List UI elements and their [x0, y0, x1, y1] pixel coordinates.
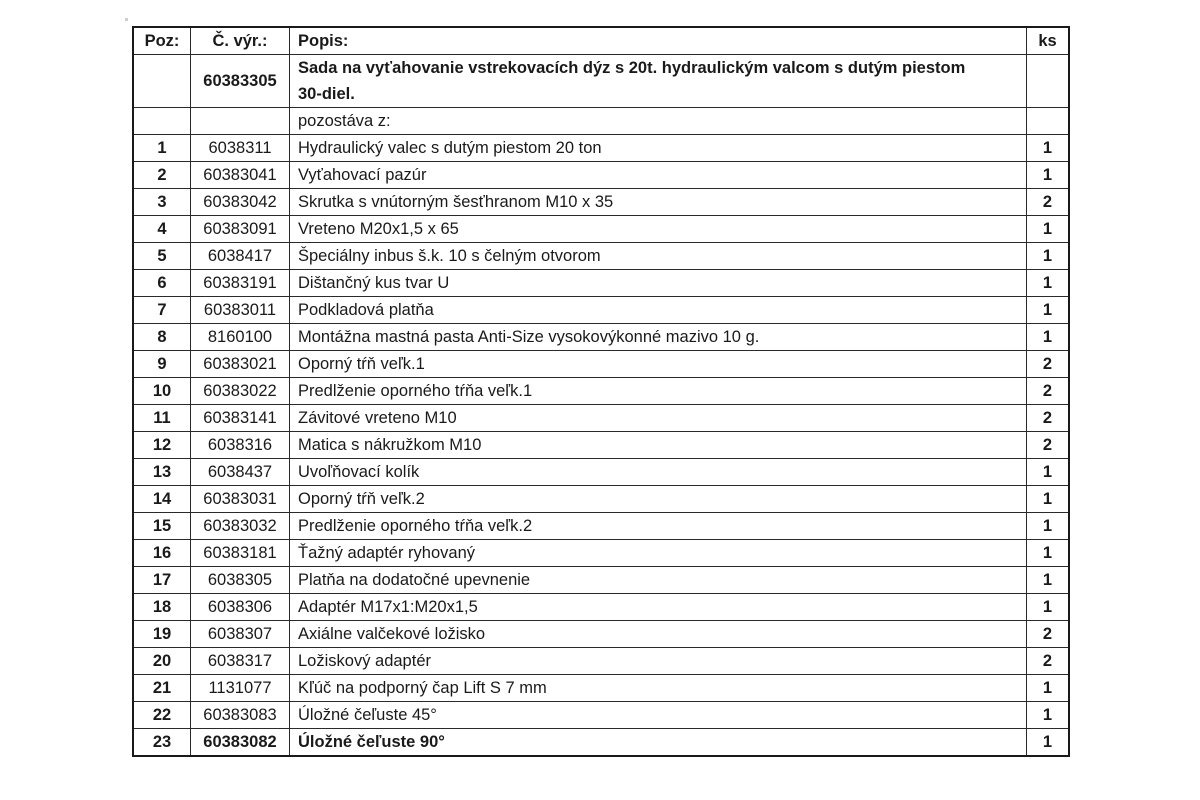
- row-code: 6038437: [191, 459, 290, 486]
- row-quantity: 1: [1027, 162, 1070, 189]
- row-code: 6038417: [191, 243, 290, 270]
- table-row: [133, 648, 1069, 675]
- row-quantity: 1: [1027, 702, 1070, 729]
- table-row: [133, 513, 1069, 540]
- row-code: 60383091: [191, 216, 290, 243]
- row-quantity: 1: [1027, 243, 1070, 270]
- row-poz: 10: [133, 378, 191, 405]
- row-quantity: 1: [1027, 135, 1070, 162]
- row-description: Matica s nákružkom M10: [290, 432, 1027, 459]
- row-quantity: 2: [1027, 432, 1070, 459]
- row-code: 60383083: [191, 702, 290, 729]
- row-description: Predlženie oporného tŕňa veľk.2: [290, 513, 1027, 540]
- table-body: [133, 55, 1069, 757]
- row-description: Ložiskový adaptér: [290, 648, 1027, 675]
- row-description: Platňa na dodatočné upevnenie: [290, 567, 1027, 594]
- row-code: 6038316: [191, 432, 290, 459]
- header-desc: Popis:: [290, 27, 1027, 55]
- row-code: 60383042: [191, 189, 290, 216]
- header-cv: Č. výr.:: [191, 27, 290, 55]
- row-quantity: 1: [1027, 513, 1070, 540]
- row-poz: 12: [133, 432, 191, 459]
- table-row: [133, 729, 1069, 757]
- row-poz: 15: [133, 513, 191, 540]
- row-poz: 1: [133, 135, 191, 162]
- table-row: [133, 135, 1069, 162]
- row-description: Adaptér M17x1:M20x1,5: [290, 594, 1027, 621]
- row-quantity: 2: [1027, 378, 1070, 405]
- row-poz: 20: [133, 648, 191, 675]
- row-description: Montážna mastná pasta Anti-Size vysokovýkonné mazivo 10 g.: [290, 324, 1027, 351]
- consists-of-row: [133, 108, 1069, 135]
- row-description: Úložné čeľuste 45°: [290, 702, 1027, 729]
- table-row: [133, 486, 1069, 513]
- row-poz: 9: [133, 351, 191, 378]
- row-code: 60383021: [191, 351, 290, 378]
- table-row: [133, 594, 1069, 621]
- kit-ks: [1027, 55, 1070, 108]
- row-poz: 17: [133, 567, 191, 594]
- kit-description: Sada na vyťahovanie vstrekovacích dýz s 20t. hydraulickým valcom s dutým piestom 30-diel.: [290, 55, 1027, 108]
- row-code: 6038311: [191, 135, 290, 162]
- table-row: [133, 297, 1069, 324]
- row-poz: 23: [133, 729, 191, 757]
- table-row: [133, 162, 1069, 189]
- row-poz: 16: [133, 540, 191, 567]
- table-row: [133, 243, 1069, 270]
- row-code: 6038307: [191, 621, 290, 648]
- row-poz: 11: [133, 405, 191, 432]
- table-row: [133, 459, 1069, 486]
- table-row: [133, 702, 1069, 729]
- row-code: 1131077: [191, 675, 290, 702]
- header-ks: ks: [1027, 27, 1070, 55]
- kit-code: 60383305: [191, 55, 290, 108]
- table-row: [133, 351, 1069, 378]
- row-description: Uvoľňovací kolík: [290, 459, 1027, 486]
- row-poz: 22: [133, 702, 191, 729]
- row-description: Axiálne valčekové ložisko: [290, 621, 1027, 648]
- row-description: Špeciálny inbus š.k. 10 s čelným otvorom: [290, 243, 1027, 270]
- row-quantity: 1: [1027, 270, 1070, 297]
- parts-table: [132, 26, 1070, 757]
- row-code: 60383031: [191, 486, 290, 513]
- row-poz: 2: [133, 162, 191, 189]
- row-description: Skrutka s vnútorným šesťhranom M10 x 35: [290, 189, 1027, 216]
- table-row: [133, 324, 1069, 351]
- row-description: Kľúč na podporný čap Lift S 7 mm: [290, 675, 1027, 702]
- row-description: Oporný tŕň veľk.1: [290, 351, 1027, 378]
- row-code: 6038305: [191, 567, 290, 594]
- table-row: [133, 621, 1069, 648]
- row-description: Závitové vreteno M10: [290, 405, 1027, 432]
- row-poz: 4: [133, 216, 191, 243]
- row-quantity: 1: [1027, 297, 1070, 324]
- row-quantity: 1: [1027, 459, 1070, 486]
- row-code: 60383022: [191, 378, 290, 405]
- row-quantity: 1: [1027, 486, 1070, 513]
- table-row: [133, 405, 1069, 432]
- table-row: [133, 567, 1069, 594]
- row-description: Ťažný adaptér ryhovaný: [290, 540, 1027, 567]
- row-description: Dištančný kus tvar U: [290, 270, 1027, 297]
- row-quantity: 1: [1027, 567, 1070, 594]
- kit-poz: [133, 55, 191, 108]
- table-row: [133, 270, 1069, 297]
- row-description: Úložné čeľuste 90°: [290, 729, 1027, 757]
- row-code: 6038317: [191, 648, 290, 675]
- table-row: [133, 216, 1069, 243]
- row-quantity: 1: [1027, 729, 1070, 757]
- header-poz: Poz:: [133, 27, 191, 55]
- row-code: 60383011: [191, 297, 290, 324]
- row-description: Podkladová platňa: [290, 297, 1027, 324]
- row-description: Oporný tŕň veľk.2: [290, 486, 1027, 513]
- row-code: 60383191: [191, 270, 290, 297]
- row-code: 60383041: [191, 162, 290, 189]
- row-poz: 21: [133, 675, 191, 702]
- row-quantity: 2: [1027, 189, 1070, 216]
- row-poz: 5: [133, 243, 191, 270]
- row-poz: 7: [133, 297, 191, 324]
- row-quantity: 1: [1027, 675, 1070, 702]
- corner-mark: [125, 18, 128, 21]
- row-code: 8160100: [191, 324, 290, 351]
- row-description: Vreteno M20x1,5 x 65: [290, 216, 1027, 243]
- row-quantity: 1: [1027, 540, 1070, 567]
- row-quantity: 2: [1027, 621, 1070, 648]
- row-poz: 14: [133, 486, 191, 513]
- table-row: [133, 540, 1069, 567]
- row-poz: 18: [133, 594, 191, 621]
- row-code: 60383181: [191, 540, 290, 567]
- row-description: Predlženie oporného tŕňa veľk.1: [290, 378, 1027, 405]
- row-code: 60383032: [191, 513, 290, 540]
- row-code: 60383082: [191, 729, 290, 757]
- row-poz: 6: [133, 270, 191, 297]
- row-quantity: 1: [1027, 216, 1070, 243]
- row-code: 60383141: [191, 405, 290, 432]
- row-quantity: 1: [1027, 324, 1070, 351]
- kit-row: [133, 55, 1069, 108]
- row-poz: 13: [133, 459, 191, 486]
- row-quantity: 2: [1027, 351, 1070, 378]
- table-row: [133, 378, 1069, 405]
- row-code: 6038306: [191, 594, 290, 621]
- row-poz: 8: [133, 324, 191, 351]
- row-description: Hydraulický valec s dutým piestom 20 ton: [290, 135, 1027, 162]
- table-row: [133, 432, 1069, 459]
- row-poz: 19: [133, 621, 191, 648]
- table-row: [133, 189, 1069, 216]
- row-poz: 3: [133, 189, 191, 216]
- row-quantity: 2: [1027, 405, 1070, 432]
- consists-of-label: pozostáva z:: [290, 108, 1027, 135]
- row-quantity: 1: [1027, 594, 1070, 621]
- row-description: Vyťahovací pazúr: [290, 162, 1027, 189]
- table-header-row: [133, 27, 1069, 55]
- row-quantity: 2: [1027, 648, 1070, 675]
- table-row: [133, 675, 1069, 702]
